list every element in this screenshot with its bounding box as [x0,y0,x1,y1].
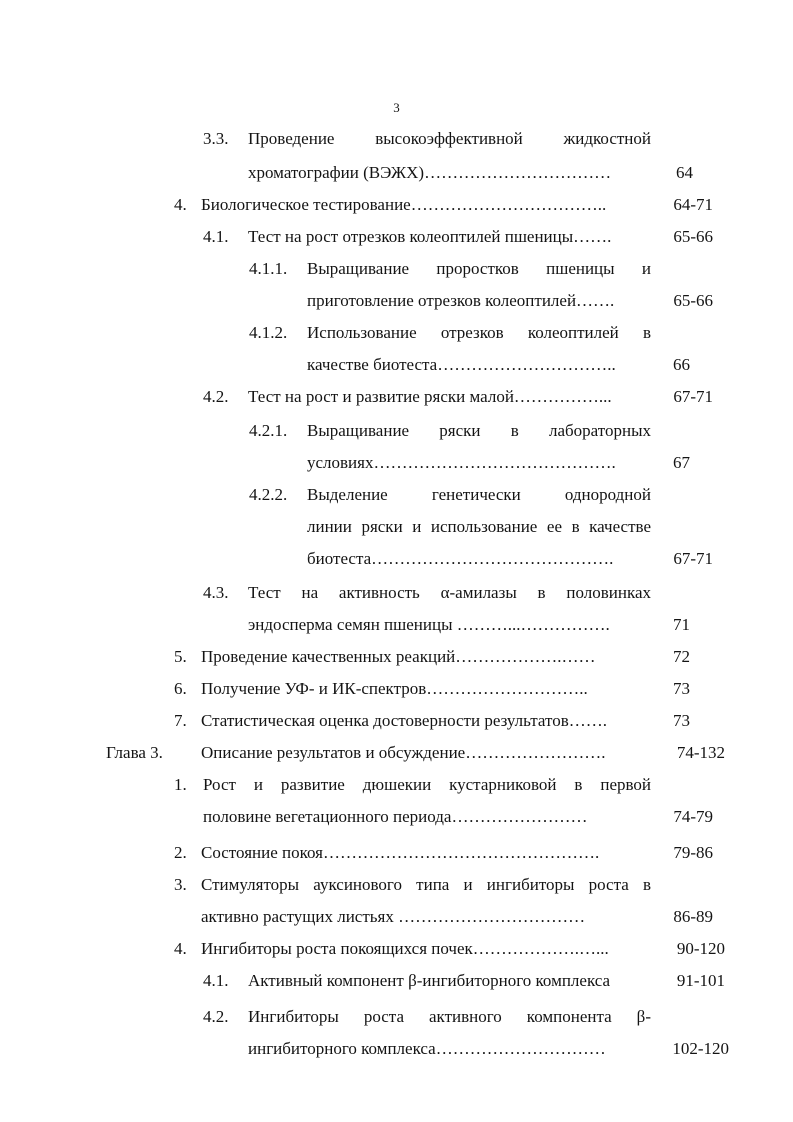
toc-entry-number: 4.3. [203,583,229,602]
toc-entry-number: 3.3. [203,129,229,148]
toc-entry-title: Тест на рост и развитие ряски малой……………... [248,387,612,406]
toc-entry-pages: 67 [673,453,690,472]
page-number: 3 [393,100,400,115]
toc-entry-title: Ингибиторы роста покоящихся почек……………….…... [201,939,609,958]
toc-entry-title: Проведение высокоэффективной жидкостной [248,129,651,148]
toc-entry-pages: 67-71 [673,549,713,568]
toc-entry-number: 4.2.1. [249,421,288,440]
toc-entry-title: Использование отрезков колеоптилей в [307,323,651,342]
toc-entry-title: Активный компонент β-ингибиторного комплекса [248,971,611,990]
toc-entry-title: условиях……………………………………. [307,453,616,472]
toc-entry-number: 7. [174,711,187,730]
toc-entry-pages: 86-89 [673,907,713,926]
toc-entry-pages: 102-120 [672,1039,729,1058]
toc-entry-title: Ингибиторы роста активного компонента β- [248,1007,651,1026]
toc-entry-number: 2. [174,843,187,862]
toc-entry-number: 4.1.2. [249,323,288,342]
toc-entry-pages: 79-86 [673,843,713,862]
toc-entry-pages: 74-132 [676,743,725,762]
toc-entry-title: ингибиторного комплекса………………………… [248,1039,606,1058]
toc-entry-title: Проведение качественных реакций……………….…… [201,647,596,666]
toc-entry-pages: 73 [673,711,690,730]
toc-entry-title: Получение УФ- и ИК-спектров……………………….. [201,679,588,698]
toc-entry-pages: 73 [673,679,690,698]
toc-chapter-number: Глава 3. [106,743,163,762]
toc-entry-title: Состояние покоя…………………………………………. [201,843,600,862]
toc-entry-title: Статистическая оценка достоверности результатов……. [201,711,607,730]
toc-entry-title: Стимуляторы ауксинового типа и ингибиторы роста в [201,875,651,894]
toc-entry-title: половине вегетационного периода…………………… [203,807,588,826]
toc-entry-pages: 64 [676,163,693,182]
toc-entry-title: Выращивание ряски в лабораторных [307,421,651,440]
toc-entry-title: Тест на рост отрезков колеоптилей пшеницы……. [248,227,612,246]
toc-entry-title: Биологическое тестирование…………………………….. [201,195,607,214]
toc-entry-number: 4.1.1. [249,259,288,278]
toc-entry-number: 4.1. [203,227,229,246]
toc-entry-number: 4. [174,195,187,214]
toc-entry-title: Рост и развитие дюшекии кустарниковой в первой [203,775,651,794]
toc-entry-title: активно растущих листьях …………………………… [201,907,586,926]
toc-entry-title: Выращивание проростков пшеницы и [307,259,651,278]
toc-entry-pages: 65-66 [673,227,713,246]
toc-entry-pages: 91-101 [676,971,725,990]
toc-entry-pages: 67-71 [673,387,713,406]
toc-entry-number: 4.1. [203,971,229,990]
toc-entry-title: приготовление отрезков колеоптилей……. [307,291,615,310]
toc-entry-title: линии ряски и использование ее в качестве [307,517,651,536]
toc-entry-number: 1. [174,775,187,794]
toc-entry-title: эндосперма семян пшеницы ………...……………. [248,615,610,634]
toc-entry-number: 4.2.2. [249,485,288,504]
toc-entry-pages: 90-120 [676,939,725,958]
toc-entry-number: 6. [174,679,187,698]
toc-entry-pages: 65-66 [673,291,713,310]
toc-entry-pages: 64-71 [673,195,713,214]
toc-entry-number: 4.2. [203,387,229,406]
toc-entry-number: 4.2. [203,1007,229,1026]
toc-entry-number: 5. [174,647,187,666]
toc-entry-title: хроматографии (ВЭЖХ)…………………………… [248,163,612,182]
toc-entry-title: Выделение генетически однородной [307,485,651,504]
toc-entry-title: качестве биотеста………………………….. [307,355,616,374]
toc-entry-title: биотеста……………………………………. [307,549,614,568]
toc-entry-number: 4. [174,939,187,958]
toc-entry-number: 3. [174,875,187,894]
toc-entry-title: Тест на активность α-амилазы в половинках [248,583,651,602]
toc-entry-pages: 72 [673,647,690,666]
toc-entry-title: Описание результатов и обсуждение……………………. [201,743,606,762]
toc-entry-pages: 74-79 [673,807,713,826]
toc-entry-pages: 71 [673,615,690,634]
toc-entry-pages: 66 [673,355,690,374]
